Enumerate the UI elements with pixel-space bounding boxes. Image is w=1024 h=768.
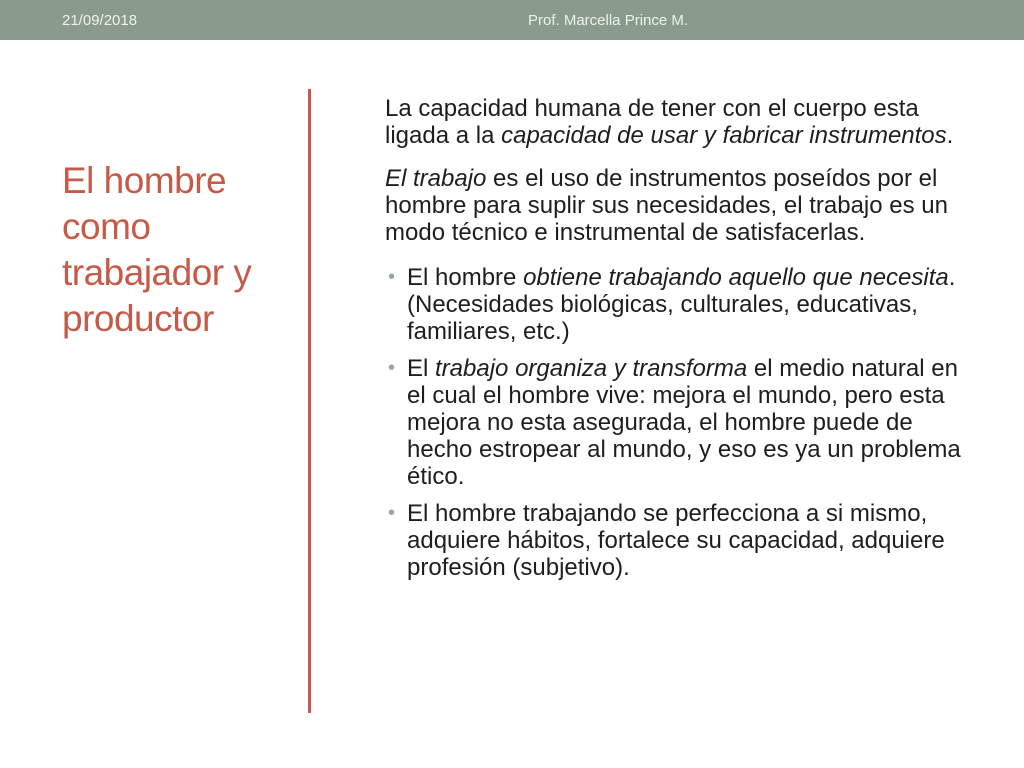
- bullet-2-emphasis: trabajo organiza y transforma: [435, 355, 748, 382]
- bullet-1-emphasis: obtiene trabajando aquello que necesita: [523, 264, 949, 291]
- bullet-item: [385, 355, 965, 490]
- bullet-1-text: El hombre: [407, 264, 524, 291]
- bullet-3-text: El hombre trabajando se perfecciona a si mismo, adquiere hábitos, fortalece su capacidad, adquiere profesión (subjetivo).: [407, 500, 945, 581]
- paragraph-2-emphasis: El trabajo: [385, 165, 487, 192]
- slide-author: Prof. Marcella Prince M.: [528, 12, 689, 29]
- slide-title: El hombre como trabajador y productor: [62, 160, 252, 339]
- paragraph-1-text: La capacidad humana de tener con el cuerpo esta ligada a la: [385, 95, 919, 149]
- paragraph-2-text: es el uso de instrumentos poseídos por el hombre para suplir sus necesidades, el trabajo es un modo técnico e instrumental de satisfacerlas.: [385, 165, 948, 246]
- bullet-item: [385, 264, 965, 345]
- bullet-dot-icon: •: [388, 502, 396, 524]
- header-bar: [0, 0, 1024, 40]
- paragraph-work-definition: [385, 165, 965, 246]
- bullet-list: [385, 264, 965, 581]
- paragraph-capacity: [385, 95, 965, 149]
- bullet-2-end: el medio natural en el cual el hombre vive: mejora el mundo, pero esta mejora no esta asegurada, el hombre puede de hecho estropear al mundo, y eso es ya un problema ético.: [407, 355, 961, 490]
- bullet-dot-icon: •: [388, 266, 396, 288]
- vertical-divider: [308, 89, 311, 713]
- slide-content: [385, 95, 965, 591]
- paragraph-1-emphasis: capacidad de usar y fabricar instrumentos: [501, 122, 947, 149]
- bullet-1-end: . (Necesidades biológicas, culturales, educativas, familiares, etc.): [407, 264, 956, 345]
- slide-date: 21/09/2018: [62, 12, 138, 29]
- paragraph-1-end: .: [946, 122, 954, 149]
- bullet-2-text: El: [407, 355, 436, 382]
- bullet-dot-icon: •: [388, 357, 396, 379]
- bullet-item: [385, 500, 965, 581]
